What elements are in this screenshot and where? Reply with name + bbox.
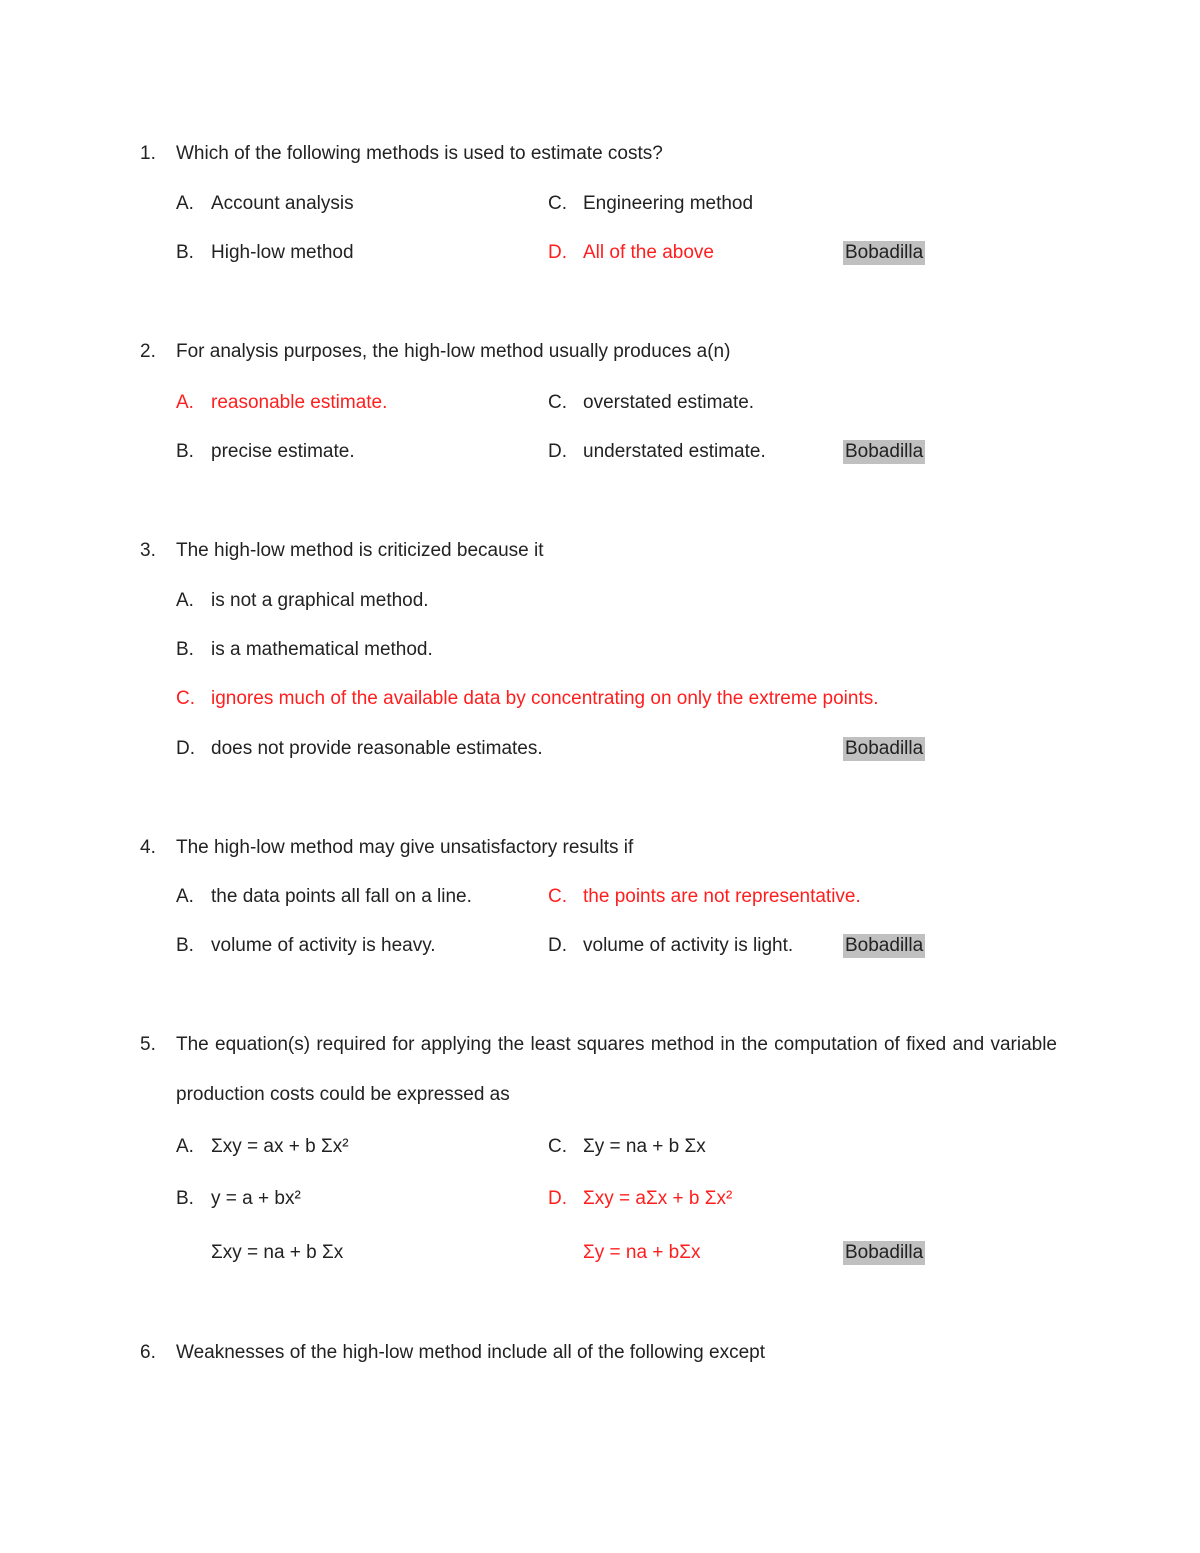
question-6-stem: Weaknesses of the high-low method include all of the following except xyxy=(176,1342,765,1363)
q4-option-b-letter: B. xyxy=(176,935,194,956)
q5-option-b-letter: B. xyxy=(176,1188,194,1209)
q4-option-d-text: volume of activity is light. xyxy=(583,935,794,956)
question-5-stem-line-2: production costs could be expressed as xyxy=(176,1084,510,1105)
question-1-number: 1. xyxy=(140,143,156,164)
q5-option-d-text-answer: Σxy = aΣx + b Σx² xyxy=(583,1188,733,1209)
q1-option-a-letter: A. xyxy=(176,193,194,214)
q3-option-d-text: does not provide reasonable estimates. xyxy=(211,738,543,759)
q4-option-a-text: the data points all fall on a line. xyxy=(211,886,472,907)
q1-option-c-text: Engineering method xyxy=(583,193,754,214)
q4-option-a-letter: A. xyxy=(176,886,194,907)
q4-option-b-text: volume of activity is heavy. xyxy=(211,935,436,956)
q1-option-d-text-answer: All of the above xyxy=(583,242,714,263)
q5-option-b-text: y = a + bx² xyxy=(211,1188,301,1209)
q2-option-c-text: overstated estimate. xyxy=(583,392,755,413)
q5-option-d-letter-answer: D. xyxy=(548,1188,567,1209)
q4-option-d-letter: D. xyxy=(548,935,567,956)
q5-option-c-text: Σy = na + b Σx xyxy=(583,1136,706,1157)
q1-option-d-letter-answer: D. xyxy=(548,242,567,263)
question-6-number: 6. xyxy=(140,1342,156,1363)
q3-option-a-letter: A. xyxy=(176,590,194,611)
question-5-stem-line-1: The equation(s) required for applying the least squares method in the computation of fixed and variable xyxy=(176,1034,1057,1055)
q5-option-a-letter: A. xyxy=(176,1136,194,1157)
question-4-number: 4. xyxy=(140,837,156,858)
q2-option-a-letter-answer: A. xyxy=(176,392,194,413)
question-3-stem: The high-low method is criticized because it xyxy=(176,540,544,561)
q2-option-c-letter: C. xyxy=(548,392,567,413)
q4-option-c-letter-answer: C. xyxy=(548,886,567,907)
question-4-stem: The high-low method may give unsatisfactory results if xyxy=(176,837,634,858)
q5-option-c-letter: C. xyxy=(548,1136,567,1157)
q5-source-tag: Bobadilla xyxy=(845,1242,924,1263)
q1-option-c-letter: C. xyxy=(548,193,567,214)
q1-option-b-letter: B. xyxy=(176,242,194,263)
q4-option-c-text-answer: the points are not representative. xyxy=(583,886,861,907)
q2-source-tag: Bobadilla xyxy=(845,441,924,462)
question-1-stem: Which of the following methods is used to estimate costs? xyxy=(176,143,663,164)
q3-option-c-letter-answer: C. xyxy=(176,688,195,709)
q2-option-a-text-answer: reasonable estimate. xyxy=(211,392,388,413)
question-5-number: 5. xyxy=(140,1034,156,1055)
q1-option-a-text: Account analysis xyxy=(211,193,354,214)
q5-option-b-text-line-2: Σxy = na + b Σx xyxy=(211,1242,344,1263)
q2-option-b-letter: B. xyxy=(176,441,194,462)
q2-option-d-text: understated estimate. xyxy=(583,441,766,462)
q3-option-c-text-answer: ignores much of the available data by concentrating on only the extreme points. xyxy=(211,688,879,709)
q1-source-tag: Bobadilla xyxy=(845,242,924,263)
q3-option-d-letter: D. xyxy=(176,738,195,759)
q2-option-d-letter: D. xyxy=(548,441,567,462)
q1-option-b-text: High-low method xyxy=(211,242,354,263)
question-2-number: 2. xyxy=(140,341,156,362)
q5-option-d-text-line-2-answer: Σy = na + bΣx xyxy=(583,1242,701,1263)
q3-option-b-text: is a mathematical method. xyxy=(211,639,433,660)
question-2-stem: For analysis purposes, the high-low method usually produces a(n) xyxy=(176,341,731,362)
q3-source-tag: Bobadilla xyxy=(845,738,924,759)
q5-option-a-text: Σxy = ax + b Σx² xyxy=(211,1136,349,1157)
q4-source-tag: Bobadilla xyxy=(845,935,924,956)
q3-option-b-letter: B. xyxy=(176,639,194,660)
q2-option-b-text: precise estimate. xyxy=(211,441,355,462)
q3-option-a-text: is not a graphical method. xyxy=(211,590,429,611)
question-3-number: 3. xyxy=(140,540,156,561)
